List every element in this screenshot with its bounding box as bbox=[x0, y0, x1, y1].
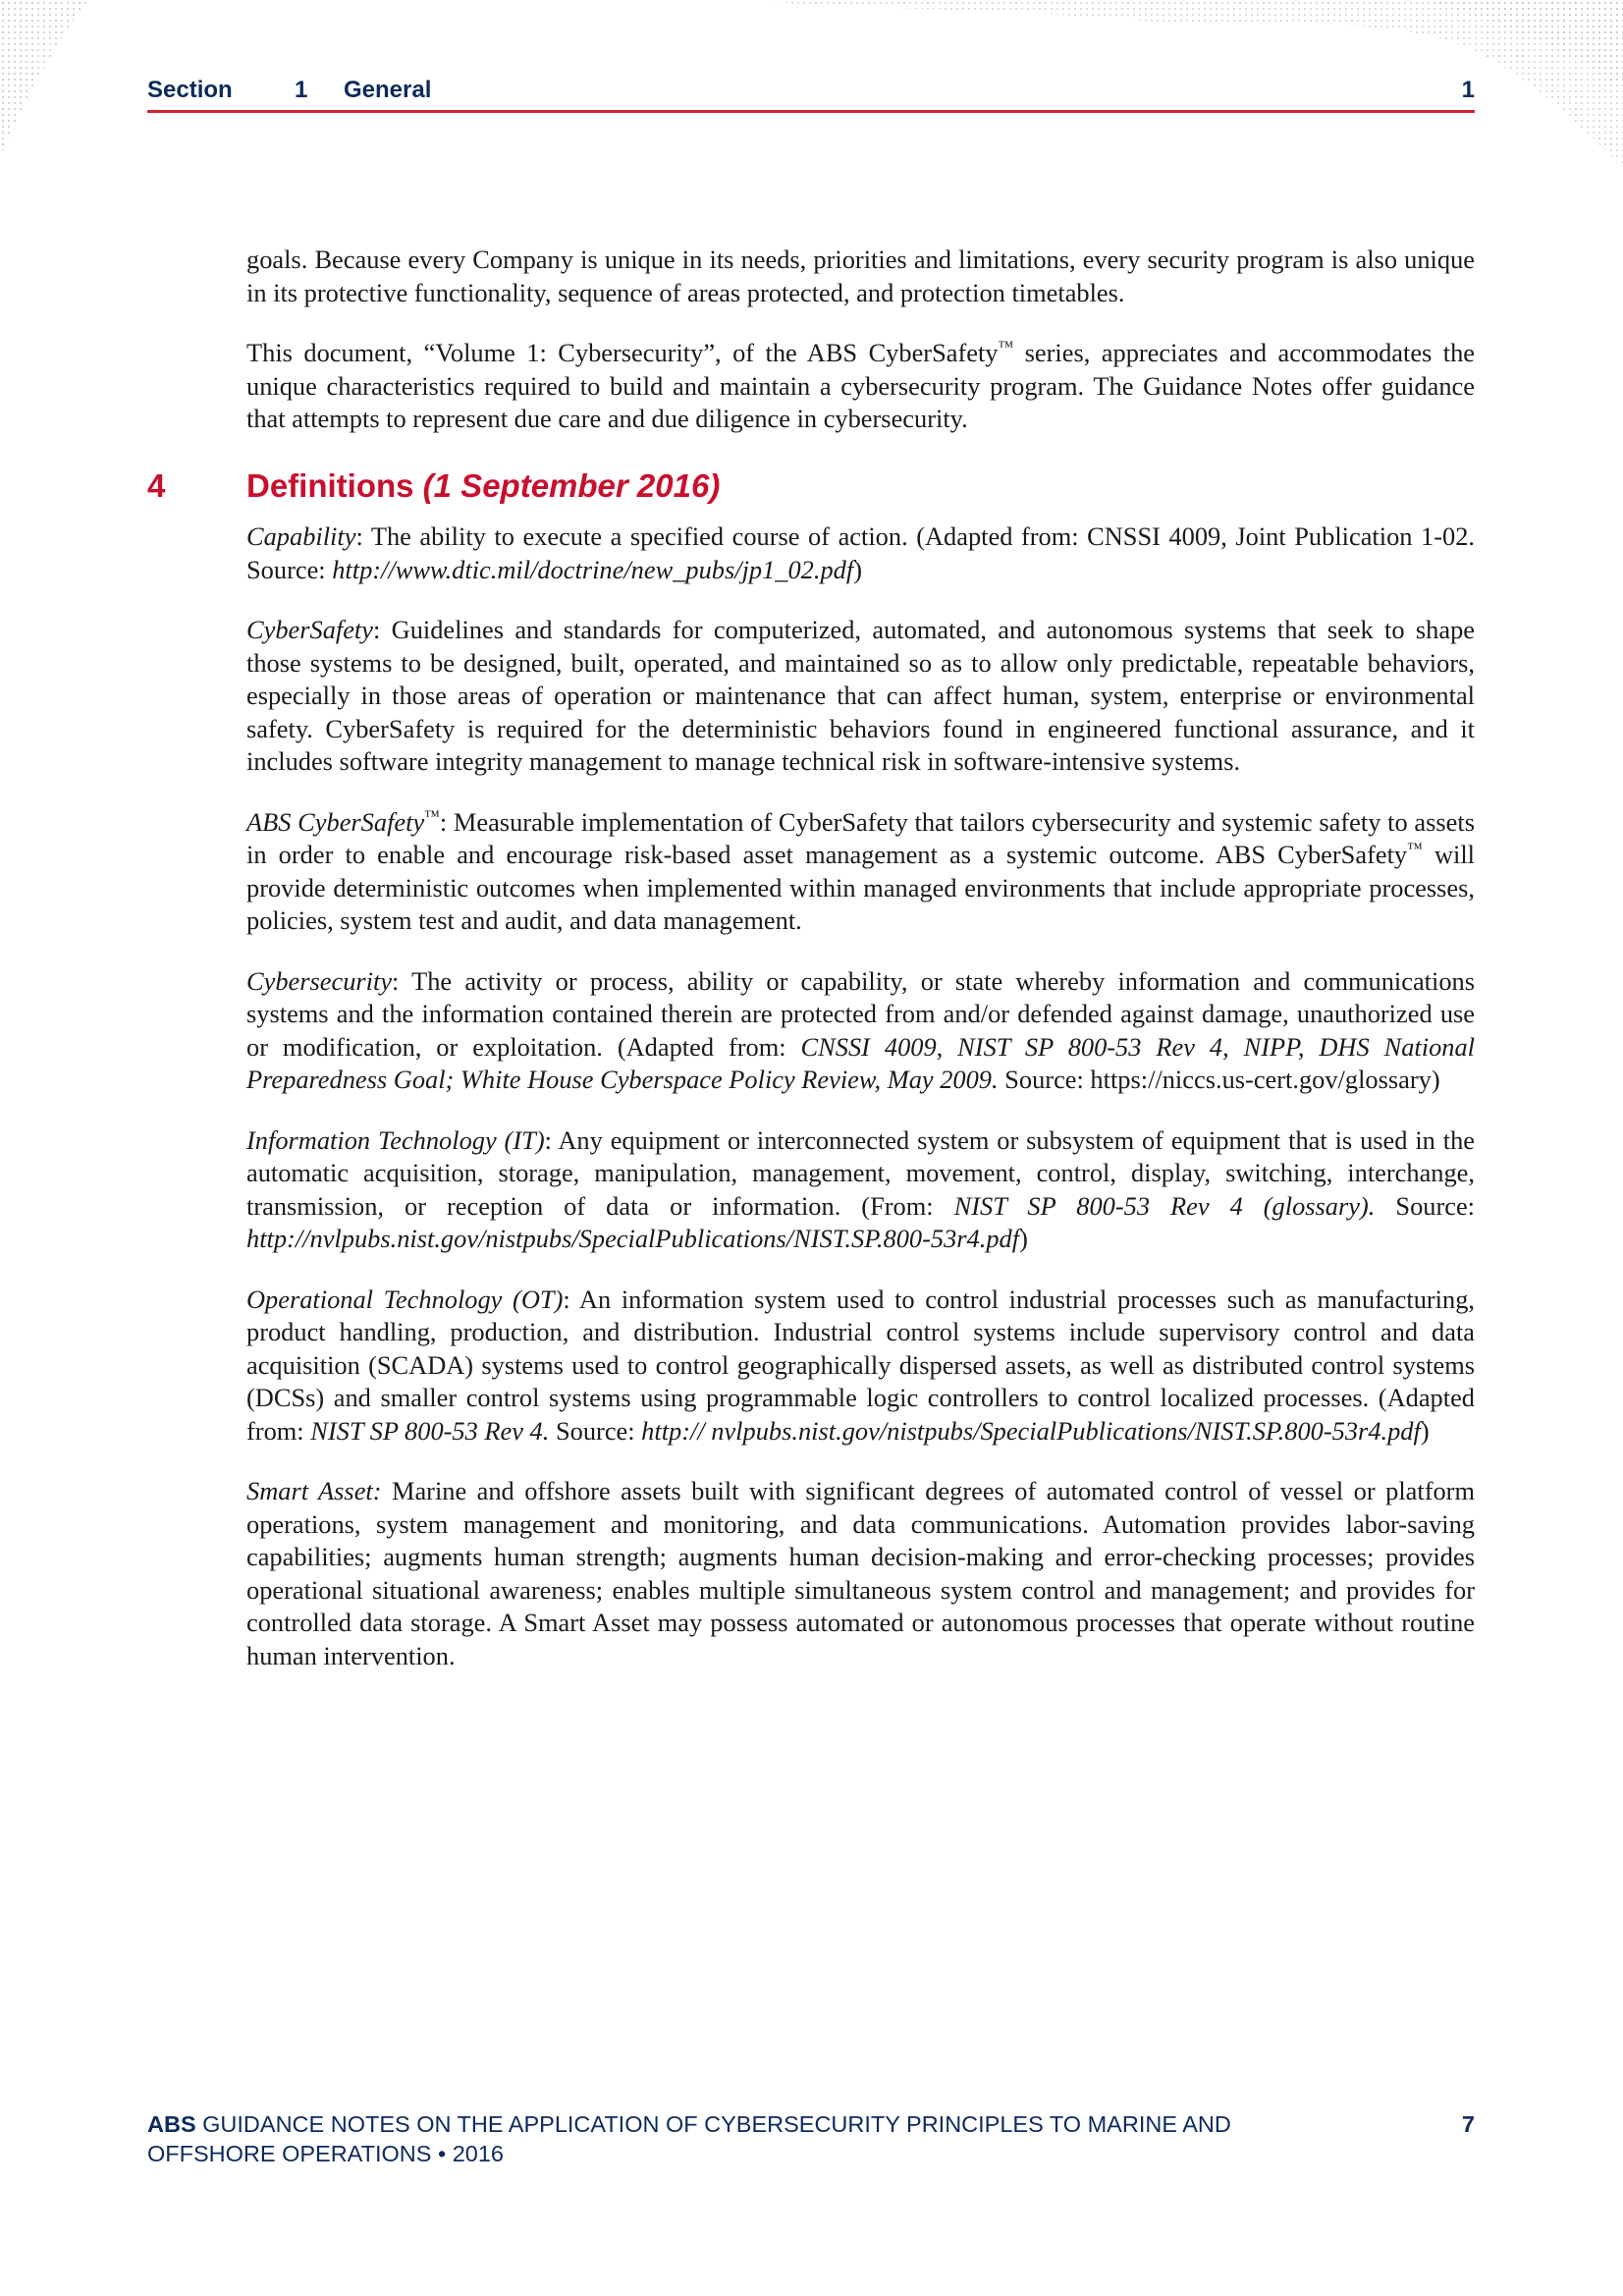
footer-title: GUIDANCE NOTES ON THE APPLICATION OF CYBERSECURITY PRINCIPLES TO MARINE AND bbox=[195, 2111, 1231, 2137]
intro-paragraph-2 bbox=[246, 337, 1475, 436]
trademark-symbol: ™ bbox=[424, 807, 440, 825]
definition-term: CyberSafety bbox=[246, 615, 373, 644]
definition-close: ) bbox=[1019, 1224, 1028, 1253]
definition-text: : The ability to execute a specified course of action. (Adapted from: CNSSI 4009, Joint Publication 1-02. Source: bbox=[246, 521, 1475, 584]
running-footer bbox=[147, 2109, 1475, 2168]
definition-term: Capability bbox=[246, 521, 356, 551]
footer-title-line-2: OFFSHORE OPERATIONS • 2016 bbox=[147, 2141, 504, 2166]
definition-text: : Measurable implementation of CyberSafety that tailors cybersecurity and systemic safety to assets in order to enable and encourage risk-based asset management as a systemic outcome. ABS CyberSafety bbox=[246, 806, 1475, 869]
definition-text-rest: will provide deterministic outcomes when implemented within managed environments that include appropriate processes, policies, system test and audit, and data management. bbox=[246, 840, 1475, 935]
definitions-list bbox=[246, 520, 1475, 1700]
intro-p2-text-rest: series, appreciates and accommodates the unique characteristics required to build and maintain a cybersecurity program. The Guidance Notes offer guidance that attempts to represent due care and due diligence in cybersecurity. bbox=[246, 338, 1476, 433]
header-rule bbox=[147, 110, 1475, 113]
intro-paragraph-1: goals. Because every Company is unique in its needs, priorities and limitations, every security program is also unique in its protective functionality, sequence of areas protected, and protection timetables. bbox=[246, 245, 1475, 307]
definition-term: Smart Asset: bbox=[246, 1476, 382, 1505]
section-date: (1 September 2016) bbox=[422, 467, 721, 504]
definition-term: Operational Technology (OT) bbox=[246, 1284, 564, 1314]
source-link[interactable]: http:// nvlpubs.nist.gov/nistpubs/SpecialPublications/NIST.SP.800-53r4.pdf bbox=[641, 1415, 1421, 1446]
footer-title-line-1 bbox=[147, 2109, 1475, 2139]
intro-text bbox=[246, 244, 1475, 464]
definition-text: : Guidelines and standards for computerized, automated, and autonomous systems that seek to shape those systems to be designed, built, operated, and maintained so as to allow only predictable, repeatable behaviors, especially in those areas of operation or maintenance that can affect human, system, enterprise or environmental safety. CyberSafety is required for the deterministic behaviors found in engineered functional assurance, and it includes software integrity management to manage technical risk in software-intensive systems. bbox=[246, 615, 1475, 776]
source-label: Source: bbox=[549, 1415, 642, 1446]
definition-term: Cybersecurity bbox=[246, 965, 393, 996]
intro-p2-text: This document, “Volume 1: Cybersecurity”, of the ABS CyberSafety bbox=[246, 338, 999, 367]
running-header bbox=[147, 73, 1475, 112]
header-page-marker: 1 bbox=[1461, 77, 1475, 103]
source-link[interactable]: http://nvlpubs.nist.gov/nistpubs/SpecialPublications/NIST.SP.800-53r4.pdf bbox=[246, 1224, 1020, 1253]
definition-references: NIST SP 800-53 Rev 4. bbox=[310, 1415, 550, 1446]
header-section-number: 1 bbox=[295, 77, 308, 103]
source-link[interactable]: http://www.dtic.mil/doctrine/new_pubs/jp1_02.pdf bbox=[332, 554, 854, 584]
definition-capability bbox=[246, 520, 1475, 586]
section-title-text: Definitions bbox=[246, 467, 414, 504]
definition-term: Information Technology (IT) bbox=[246, 1124, 545, 1155]
definition-information-technology bbox=[246, 1124, 1475, 1256]
section-number: 4 bbox=[147, 467, 166, 504]
header-section-title: General bbox=[344, 77, 432, 103]
definition-references: NIST SP 800-53 Rev 4 (glossary). bbox=[953, 1190, 1376, 1221]
page-number: 7 bbox=[1461, 2111, 1475, 2137]
source-label: Source: bbox=[1375, 1190, 1476, 1221]
definition-cybersafety bbox=[246, 614, 1475, 779]
abs-logo-text: ABS bbox=[147, 2111, 196, 2137]
definition-text: : The activity or process, ability or capability, or state whereby information and communications systems and the information contained therein are protected from and/or defended against damage, unauthorized use or modification, or exploitation. (Adapted from: bbox=[246, 965, 1475, 1062]
trademark-symbol: ™ bbox=[1407, 841, 1423, 857]
definition-source: Source: https://niccs.us-cert.gov/glossary) bbox=[998, 1065, 1440, 1094]
definition-close: ) bbox=[1420, 1415, 1430, 1446]
definition-term: ABS CyberSafety bbox=[246, 806, 425, 837]
definition-text: : Any equipment or interconnected system or subsystem of equipment that is used in the automatic acquisition, storage, manipulation, management, movement, control, display, switching, interchange, transmission, or reception of data or information. (From: bbox=[246, 1124, 1475, 1221]
definition-smart-asset bbox=[246, 1475, 1475, 1672]
definition-references: CNSSI 4009, NIST SP 800-53 Rev 4, NIPP, DHS National Preparedness Goal; White House Cyberspace Policy Review, May 2009. bbox=[246, 1031, 1476, 1094]
section-title bbox=[246, 467, 720, 505]
definition-text: : An information system used to control industrial processes such as manufacturing, product handling, production, and distribution. Industrial control systems include supervisory control and data acquisition (SCADA) systems used to control geographically dispersed assets, as well as distributed control systems (DCSs) and smaller control systems using programmable logic controllers to control localized processes. (Adapted from: bbox=[246, 1284, 1475, 1446]
trademark-symbol: ™ bbox=[998, 339, 1014, 355]
definition-abs-cybersafety bbox=[246, 806, 1475, 938]
definition-text: Marine and offshore assets built with significant degrees of automated control of vessel or platform operations, system management and monitoring, and data communications. Automation provides labor-saving capabilities; augments human strength; augments human decision-making and error-checking processes; provides operational situational awareness; enables multiple simultaneous system control and management; and provides for controlled data storage. A Smart Asset may possess automated or autonomous processes that operate without routine human intervention. bbox=[246, 1476, 1475, 1670]
definition-operational-technology bbox=[246, 1284, 1475, 1449]
definition-cybersecurity bbox=[246, 965, 1475, 1097]
section-heading bbox=[147, 465, 1475, 511]
definition-close: ) bbox=[853, 554, 862, 584]
header-section-label: Section bbox=[147, 77, 233, 103]
